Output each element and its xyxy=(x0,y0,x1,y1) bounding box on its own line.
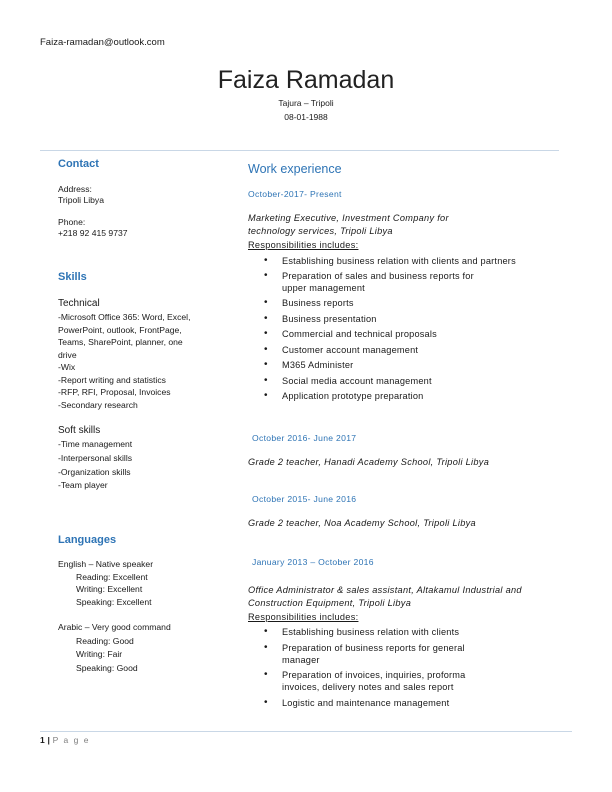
technical-line: PowerPoint, outlook, FrontPage, xyxy=(58,324,182,335)
list-item: • Logistic and maintenance management xyxy=(248,697,548,709)
address-value: Tripoli Libya xyxy=(58,195,105,205)
job-responsibilities-label: Responsibilities includes: xyxy=(248,240,359,250)
resume-name: Faiza Ramadan xyxy=(217,66,395,94)
english-heading: English – Native speaker xyxy=(58,559,154,569)
technical-line: drive xyxy=(58,349,77,360)
list-item: • Establishing business relation with clients xyxy=(248,626,548,638)
job-responsibilities xyxy=(248,255,548,402)
technical-line: -RFP, RFI, Proposal, Invoices xyxy=(58,387,171,397)
soft-skill: -Organization skills xyxy=(58,466,131,477)
arabic-writing: Writing: Fair xyxy=(76,649,123,659)
header-email: Faiza-ramadan@outlook.com xyxy=(40,37,165,48)
english-writing: Writing: Excellent xyxy=(76,584,143,595)
page-footer xyxy=(40,735,90,745)
languages-title: Languages xyxy=(58,534,117,546)
work-title: Work experience xyxy=(248,162,342,176)
list-item: • Social media account management xyxy=(248,375,548,387)
technical-skills-list xyxy=(58,311,190,411)
contact-title: Contact xyxy=(58,158,99,170)
job-responsibilities-label: Responsibilities includes: xyxy=(248,612,359,622)
job-date: October-2017- Present xyxy=(248,189,342,199)
soft-skill: -Interpersonal skills xyxy=(58,452,133,463)
job-date: October 2015- June 2016 xyxy=(252,494,357,504)
list-item: • Preparation of invoices, inquiries, proforma invoices, delivery notes and sales report xyxy=(248,669,487,693)
english-speaking: Speaking: Excellent xyxy=(76,597,152,608)
footer-separator: | xyxy=(47,735,51,745)
list-item: • Customer account management xyxy=(248,344,548,356)
soft-skill: -Time management xyxy=(58,439,133,449)
list-item: • Business reports xyxy=(248,297,548,309)
technical-line: -Report writing and statistics xyxy=(58,374,166,385)
phone-label: Phone: xyxy=(58,217,86,227)
job-role: Marketing Executive, Investment Company for technology services, Tripoli Libya xyxy=(248,213,449,236)
technical-title: Technical xyxy=(58,298,100,309)
contact-address xyxy=(58,184,104,206)
address-label: Address: xyxy=(58,184,92,194)
list-item: • Application prototype preparation xyxy=(248,390,548,402)
soft-skills-list xyxy=(58,438,132,493)
soft-skill: -Team player xyxy=(58,480,108,491)
english-reading: Reading: Excellent xyxy=(76,571,148,582)
arabic-heading: Arabic – Very good command xyxy=(58,622,171,632)
job-role: Office Administrator & sales assistant, Altakamul Industrial and Construction Equipment, Tripoli Libya xyxy=(248,585,522,608)
header-location: Tajura – Tripoli xyxy=(278,98,334,108)
language-arabic xyxy=(58,621,171,675)
list-item: • Commercial and technical proposals xyxy=(248,328,548,340)
language-english xyxy=(58,558,153,609)
header-divider xyxy=(40,150,559,151)
technical-line: -Secondary research xyxy=(58,399,138,410)
job-date: October 2016- June 2017 xyxy=(252,433,357,443)
job-role: Grade 2 teacher, Hanadi Academy School, Tripoli Libya xyxy=(248,457,490,467)
list-item: • Preparation of sales and business reports for upper management xyxy=(248,270,487,294)
job-date: January 2013 – October 2016 xyxy=(252,557,374,567)
list-item: • Business presentation xyxy=(248,313,548,325)
list-item: • Establishing business relation with clients and partners xyxy=(248,255,548,267)
phone-value: +218 92 415 9737 xyxy=(58,228,128,238)
page-number: 1 xyxy=(40,735,45,745)
footer-divider xyxy=(40,731,572,732)
list-item: • M365 Administer xyxy=(248,359,548,371)
job-responsibilities xyxy=(248,626,548,709)
job-role: Grade 2 teacher, Noa Academy School, Tripoli Libya xyxy=(248,518,476,528)
skills-title: Skills xyxy=(58,271,87,283)
list-item: • Preparation of business reports for general manager xyxy=(248,642,492,666)
arabic-reading: Reading: Good xyxy=(76,635,134,646)
technical-line: -Microsoft Office 365: Word, Excel, xyxy=(58,312,191,322)
contact-phone xyxy=(58,217,128,239)
header-dob: 08-01-1988 xyxy=(284,112,328,122)
technical-line: -Wix xyxy=(58,362,76,372)
page-label: P a g e xyxy=(52,735,90,745)
soft-skills-title: Soft skills xyxy=(58,425,101,436)
technical-line: Teams, SharePoint, planner, one xyxy=(58,337,183,347)
arabic-speaking: Speaking: Good xyxy=(76,662,138,673)
